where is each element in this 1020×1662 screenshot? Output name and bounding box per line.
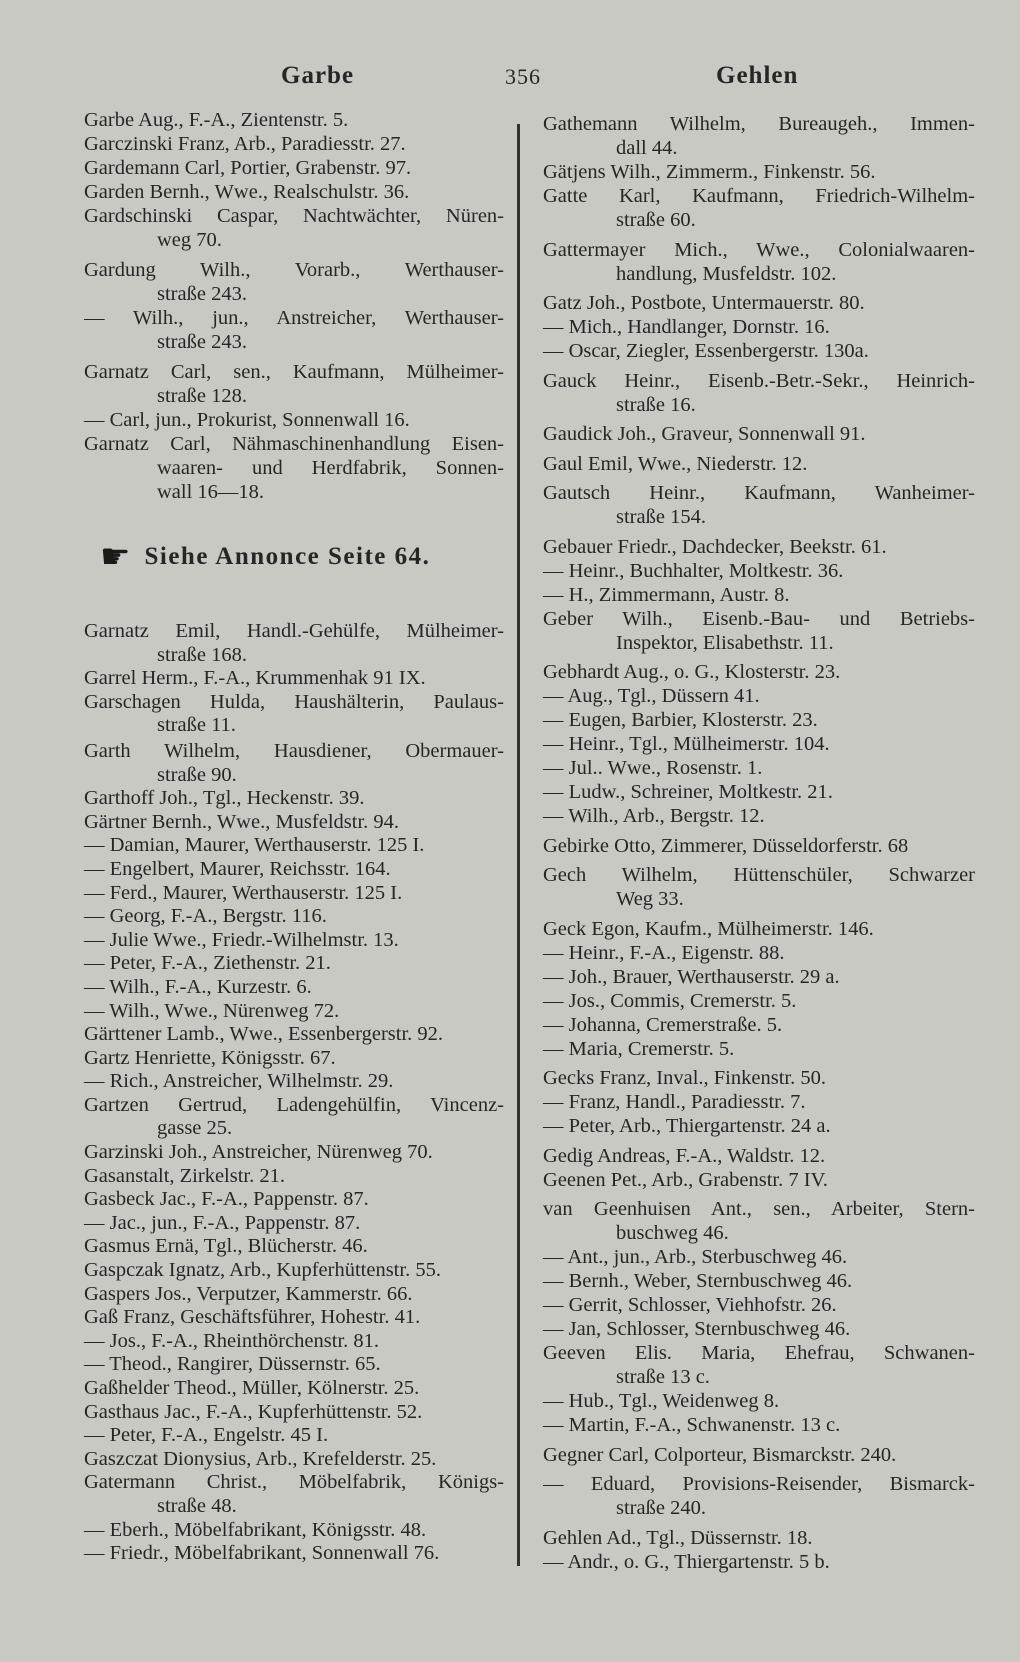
directory-entry — [543, 1114, 975, 1138]
directory-entry — [543, 160, 975, 184]
entry-line: Geenen Pet., Arb., Grabenstr. 7 IV. — [543, 1168, 828, 1191]
entry-line: Gasanstalt, Zirkelstr. 21. — [84, 1164, 285, 1187]
entry-line: Gartzen Gertrud, Ladengehülfin, Vincenz- — [84, 1093, 504, 1116]
entry-continuation-line: straße 168. — [157, 643, 247, 666]
entry-line: Garzinski Joh., Anstreicher, Nürenweg 70. — [84, 1141, 433, 1164]
entry-line: — Eduard, Provisions-Reisender, Bismarck- — [543, 1473, 975, 1495]
entry-line: — Peter, F.-A., Engelstr. 45 I. — [84, 1424, 329, 1447]
directory-entry — [543, 1013, 975, 1037]
directory-entry — [543, 1341, 975, 1389]
entry-line: Garden Bernh., Wwe., Realschulstr. 36. — [84, 181, 410, 203]
entry-line: — Georg, F.-A., Bergstr. 116. — [84, 905, 327, 928]
directory-entry — [84, 1306, 504, 1330]
entry-line: — Damian, Maurer, Werthauserstr. 125 I. — [84, 834, 425, 857]
directory-entry — [543, 1472, 975, 1520]
entry-line: Gauck Heinr., Eisenb.-Betr.-Sekr., Heinrich- — [543, 369, 975, 392]
directory-entry — [84, 1377, 504, 1401]
entry-line: — Johanna, Cremerstraße. 5. — [543, 1013, 783, 1036]
directory-entry — [84, 1141, 504, 1165]
entry-line: — Rich., Anstreicher, Wilhelmstr. 29. — [84, 1070, 394, 1093]
directory-entry — [543, 1197, 975, 1245]
entry-continuation-line: Inspektor, Elisabethstr. 11. — [616, 631, 834, 654]
directory-entry — [84, 952, 504, 976]
left-column-bottom — [84, 620, 504, 1566]
directory-entry — [84, 834, 504, 858]
entry-line: — Jos., Commis, Cremerstr. 5. — [543, 989, 797, 1012]
entry-line: — Jan, Schlosser, Sternbuschweg 46. — [543, 1318, 851, 1340]
entry-continuation-line: waaren- und Herdfabrik, Sonnen- — [157, 457, 504, 479]
entry-line: — Friedr., Möbelfabrikant, Sonnenwall 76. — [84, 1542, 440, 1565]
entry-line: Gaß Franz, Geschäftsführer, Hohestr. 41. — [84, 1306, 421, 1329]
entry-continuation-line: straße 154. — [616, 506, 706, 528]
entry-line: Gaul Emil, Wwe., Niederstr. 12. — [543, 452, 808, 475]
directory-entry — [84, 905, 504, 929]
entry-line: Gardemann Carl, Portier, Grabenstr. 97. — [84, 157, 412, 179]
directory-entry — [84, 667, 504, 691]
directory-entry — [543, 1550, 975, 1574]
entry-continuation-line: straße 243. — [157, 331, 247, 353]
directory-entry — [84, 1424, 504, 1448]
entry-line: — Franz, Handl., Paradiesstr. 7. — [543, 1091, 806, 1113]
entry-line: Gaszczat Dionysius, Arb., Krefelderstr. 25. — [84, 1447, 437, 1470]
directory-entry — [543, 481, 975, 529]
directory-entry — [84, 1023, 504, 1047]
directory-entry — [84, 1471, 504, 1518]
directory-entry — [543, 941, 975, 965]
entry-line: Gegner Carl, Colporteur, Bismarckstr. 240. — [543, 1443, 897, 1466]
entry-line: — Wilh., F.-A., Kurzestr. 6. — [84, 975, 312, 998]
directory-entry — [84, 691, 504, 738]
directory-entry — [543, 112, 975, 160]
directory-entry — [84, 811, 504, 835]
directory-entry — [84, 1259, 504, 1283]
entry-line: — Jul.. Wwe., Rosenstr. 1. — [543, 757, 763, 779]
directory-entry — [84, 740, 504, 787]
entry-line: — Peter, F.-A., Ziethenstr. 21. — [84, 952, 331, 975]
entry-line: — Oscar, Ziegler, Essenbergerstr. 130a. — [543, 340, 869, 362]
directory-entry — [543, 1168, 975, 1192]
directory-entry — [84, 204, 504, 252]
entry-line: — Peter, Arb., Thiergartenstr. 24 a. — [543, 1115, 831, 1137]
directory-entry — [84, 1519, 504, 1543]
directory-entry — [543, 965, 975, 989]
entry-line: — Ludw., Schreiner, Moltkestr. 21. — [543, 781, 833, 803]
entry-line: Geber Wilh., Eisenb.-Bau- und Betriebs- — [543, 607, 975, 630]
entry-line: — Theod., Rangirer, Düssernstr. 65. — [84, 1353, 381, 1376]
entry-line: van Geenhuisen Ant., sen., Arbeiter, Stern- — [543, 1198, 975, 1220]
directory-entry — [84, 432, 504, 504]
directory-entry — [84, 1542, 504, 1566]
entry-line: — Joh., Brauer, Werthauserstr. 29 a. — [543, 965, 840, 988]
directory-entry — [84, 787, 504, 811]
entry-line: Gartz Henriette, Königsstr. 67. — [84, 1046, 336, 1069]
directory-entry — [543, 1317, 975, 1341]
directory-entry — [543, 660, 975, 684]
directory-entry — [84, 1448, 504, 1472]
entry-line: — Maria, Cremerstr. 5. — [543, 1037, 735, 1060]
directory-entry — [543, 291, 975, 315]
entry-line: — Carl, jun., Prokurist, Sonnenwall 16. — [84, 409, 410, 431]
directory-entry — [543, 1090, 975, 1114]
entry-line: — Wilh., jun., Anstreicher, Werthauser- — [84, 307, 504, 329]
entry-line: — Bernh., Weber, Sternbuschweg 46. — [543, 1270, 853, 1292]
directory-entry — [84, 408, 504, 432]
directory-entry — [543, 989, 975, 1013]
entry-line: Gaspers Jos., Verputzer, Kammerstr. 66. — [84, 1282, 413, 1305]
directory-entry — [543, 804, 975, 828]
entry-line: Garnatz Carl, Nähmaschinenhandlung Eisen- — [84, 433, 504, 455]
entry-line: Gautsch Heinr., Kaufmann, Wanheimer- — [543, 482, 975, 504]
column-divider — [517, 124, 520, 1566]
directory-entry — [84, 1188, 504, 1212]
directory-entry — [543, 1293, 975, 1317]
directory-entry — [84, 882, 504, 906]
directory-entry — [543, 1443, 975, 1467]
directory-entry — [543, 1144, 975, 1168]
entry-line: — Eberh., Möbelfabrikant, Königsstr. 48. — [84, 1518, 427, 1541]
directory-entry — [84, 1235, 504, 1259]
entry-line: Gatte Karl, Kaufmann, Friedrich-Wilhelm- — [543, 185, 975, 207]
entry-line: Gech Wilhelm, Hüttenschüler, Schwarzer — [543, 864, 975, 886]
directory-entry — [543, 452, 975, 476]
directory-entry — [543, 1037, 975, 1061]
entry-continuation-line: gasse 25. — [157, 1117, 233, 1140]
directory-entry — [543, 1526, 975, 1550]
entry-continuation-line: straße 90. — [157, 763, 237, 786]
entry-line: — Andr., o. G., Thiergartenstr. 5 b. — [543, 1550, 830, 1573]
entry-line: — Julie Wwe., Friedr.-Wilhelmstr. 13. — [84, 928, 399, 951]
entry-line: — Wilh., Wwe., Nürenweg 72. — [84, 999, 340, 1022]
entry-line: Gardschinski Caspar, Nachtwächter, Nüren- — [84, 205, 504, 227]
directory-entry — [84, 360, 504, 408]
entry-line: Garschagen Hulda, Haushälterin, Paulaus- — [84, 690, 504, 713]
advertisement-reference — [100, 538, 500, 576]
entry-line: Gätjens Wilh., Zimmerm., Finkenstr. 56. — [543, 161, 876, 183]
entry-line: — Aug., Tgl., Düssern 41. — [543, 685, 760, 707]
entry-line: — Jos., F.-A., Rheinthörchenstr. 81. — [84, 1329, 380, 1352]
entry-line: Gebauer Friedr., Dachdecker, Beekstr. 61. — [543, 535, 887, 558]
directory-entry — [543, 315, 975, 339]
directory-entry — [543, 708, 975, 732]
directory-entry — [543, 607, 975, 655]
entry-line: Gasbeck Jac., F.-A., Pappenstr. 87. — [84, 1188, 369, 1211]
directory-entry — [84, 258, 504, 306]
entry-line: Gathemann Wilhelm, Bureaugeh., Immen- — [543, 113, 975, 135]
entry-line: Gasmus Ernä, Tgl., Blücherstr. 46. — [84, 1235, 368, 1258]
entry-line: — Jac., jun., F.-A., Pappenstr. 87. — [84, 1211, 361, 1234]
entry-line: — Heinr., F.-A., Eigenstr. 88. — [543, 941, 785, 964]
entry-line: Gaßhelder Theod., Müller, Kölnerstr. 25. — [84, 1377, 420, 1399]
entry-line: Gebirke Otto, Zimmerer, Düsseldorferstr. 68 — [543, 834, 909, 857]
directory-entry — [84, 1401, 504, 1425]
directory-entry — [543, 1389, 975, 1413]
directory-entry — [84, 1047, 504, 1071]
directory-entry — [543, 559, 975, 583]
directory-entry — [84, 180, 504, 204]
entry-continuation-line: straße 128. — [157, 385, 247, 407]
left-column-top — [84, 108, 504, 504]
directory-entry — [543, 1269, 975, 1293]
entry-continuation-line: straße 243. — [157, 283, 247, 305]
entry-continuation-line: straße 13 c. — [616, 1366, 710, 1388]
directory-entry — [543, 684, 975, 708]
directory-entry — [84, 1094, 504, 1141]
entry-line: Garthoff Joh., Tgl., Heckenstr. 39. — [84, 787, 365, 810]
entry-continuation-line: straße 16. — [616, 393, 696, 416]
entry-line: Garnatz Carl, sen., Kaufmann, Mülheimer- — [84, 361, 504, 383]
directory-entry — [84, 858, 504, 882]
entry-line: Garth Wilhelm, Hausdiener, Obermauer- — [84, 739, 504, 762]
entry-line: Gebhardt Aug., o. G., Klosterstr. 23. — [543, 661, 841, 683]
entry-line: Gatz Joh., Postbote, Untermauerstr. 80. — [543, 292, 865, 314]
directory-entry — [543, 1245, 975, 1269]
entry-line: Gärtner Bernh., Wwe., Musfeldstr. 94. — [84, 810, 400, 833]
entry-line: — Martin, F.-A., Schwanenstr. 13 c. — [543, 1414, 841, 1436]
entry-continuation-line: weg 70. — [157, 229, 222, 251]
directory-entry — [84, 976, 504, 1000]
entry-line: Garbe Aug., F.-A., Zientenstr. 5. — [84, 109, 349, 131]
entry-continuation-line: Weg 33. — [616, 888, 684, 910]
page-number: 356 — [505, 64, 541, 89]
entry-line: Garczinski Franz, Arb., Paradiesstr. 27. — [84, 133, 406, 155]
entry-line: Gatermann Christ., Möbelfabrik, Königs- — [84, 1471, 504, 1494]
directory-entry — [543, 732, 975, 756]
directory-entry — [543, 422, 975, 446]
directory-entry — [543, 1413, 975, 1437]
directory-entry — [543, 780, 975, 804]
directory-entry — [543, 339, 975, 363]
entry-line: — Heinr., Tgl., Mülheimerstr. 104. — [543, 733, 830, 755]
entry-line: Gattermayer Mich., Wwe., Colonialwaaren- — [543, 238, 975, 261]
directory-entry — [84, 1353, 504, 1377]
running-head-right: Gehlen — [716, 62, 799, 89]
entry-continuation-line: straße 60. — [616, 209, 696, 231]
entry-line: — Eugen, Barbier, Klosterstr. 23. — [543, 709, 818, 731]
entry-line: — Wilh., Arb., Bergstr. 12. — [543, 805, 765, 827]
entry-line: Gasthaus Jac., F.-A., Kupferhüttenstr. 52. — [84, 1400, 423, 1423]
entry-line: Gärttener Lamb., Wwe., Essenbergerstr. 92. — [84, 1023, 444, 1046]
entry-line: Gedig Andreas, F.-A., Waldstr. 12. — [543, 1144, 826, 1167]
entry-line: — Heinr., Buchhalter, Moltkestr. 36. — [543, 559, 844, 582]
entry-line: — Mich., Handlanger, Dornstr. 16. — [543, 316, 830, 338]
entry-line: — Ant., jun., Arb., Sterbuschweg 46. — [543, 1246, 848, 1268]
entry-line: Garrel Herm., F.-A., Krummenhak 91 IX. — [84, 667, 426, 690]
directory-entry — [84, 1000, 504, 1024]
directory-entry — [84, 132, 504, 156]
directory-entry — [543, 535, 975, 559]
directory-entry — [84, 1212, 504, 1236]
directory-entry — [84, 620, 504, 667]
advertisement-reference-text: Siehe Annonce Seite 64. — [144, 543, 431, 570]
directory-entry — [543, 1066, 975, 1090]
directory-entry — [543, 863, 975, 911]
entry-continuation-line: straße 48. — [157, 1494, 237, 1517]
pointing-hand-icon: ☛ — [100, 537, 131, 577]
directory-entry — [84, 1070, 504, 1094]
entry-line: Gehlen Ad., Tgl., Düssernstr. 18. — [543, 1526, 813, 1549]
entry-line: Geeven Elis. Maria, Ehefrau, Schwanen- — [543, 1342, 975, 1364]
directory-entry — [84, 1283, 504, 1307]
directory-entry — [543, 369, 975, 417]
directory-entry — [84, 108, 504, 132]
entry-line: Gardung Wilh., Vorarb., Werthauser- — [84, 259, 504, 281]
entry-line: Garnatz Emil, Handl.-Gehülfe, Mülheimer- — [84, 620, 504, 642]
entry-line: — Engelbert, Maurer, Reichsstr. 164. — [84, 857, 391, 880]
directory-entry — [543, 583, 975, 607]
directory-entry — [84, 156, 504, 180]
running-head-left: Garbe — [281, 62, 355, 89]
directory-entry — [543, 238, 975, 286]
entry-continuation-line: dall 44. — [616, 137, 678, 159]
entry-line: — H., Zimmermann, Austr. 8. — [543, 583, 790, 606]
entry-line: Gaspczak Ignatz, Arb., Kupferhüttenstr. 55. — [84, 1259, 441, 1282]
entry-continuation-line: buschweg 46. — [616, 1222, 729, 1244]
entry-continuation-line: wall 16—18. — [157, 481, 265, 503]
entry-line: Geck Egon, Kaufm., Mülheimerstr. 146. — [543, 917, 874, 940]
entry-line: — Ferd., Maurer, Werthauserstr. 125 I. — [84, 881, 403, 904]
directory-entry — [84, 929, 504, 953]
entry-continuation-line: straße 11. — [157, 714, 236, 737]
directory-entry — [543, 834, 975, 858]
entry-continuation-line: handlung, Musfeldstr. 102. — [616, 262, 837, 285]
entry-line: — Hub., Tgl., Weidenweg 8. — [543, 1390, 780, 1412]
directory-entry — [84, 306, 504, 354]
directory-entry — [543, 756, 975, 780]
entry-line: Gecks Franz, Inval., Finkenstr. 50. — [543, 1067, 826, 1089]
entry-line: Gaudick Joh., Graveur, Sonnenwall 91. — [543, 423, 866, 445]
directory-entry — [543, 917, 975, 941]
entry-continuation-line: straße 240. — [616, 1497, 706, 1519]
right-column — [543, 112, 975, 1574]
directory-entry — [543, 184, 975, 232]
directory-entry — [84, 1330, 504, 1354]
directory-entry — [84, 1165, 504, 1189]
entry-line: — Gerrit, Schlosser, Viehhofstr. 26. — [543, 1294, 837, 1316]
